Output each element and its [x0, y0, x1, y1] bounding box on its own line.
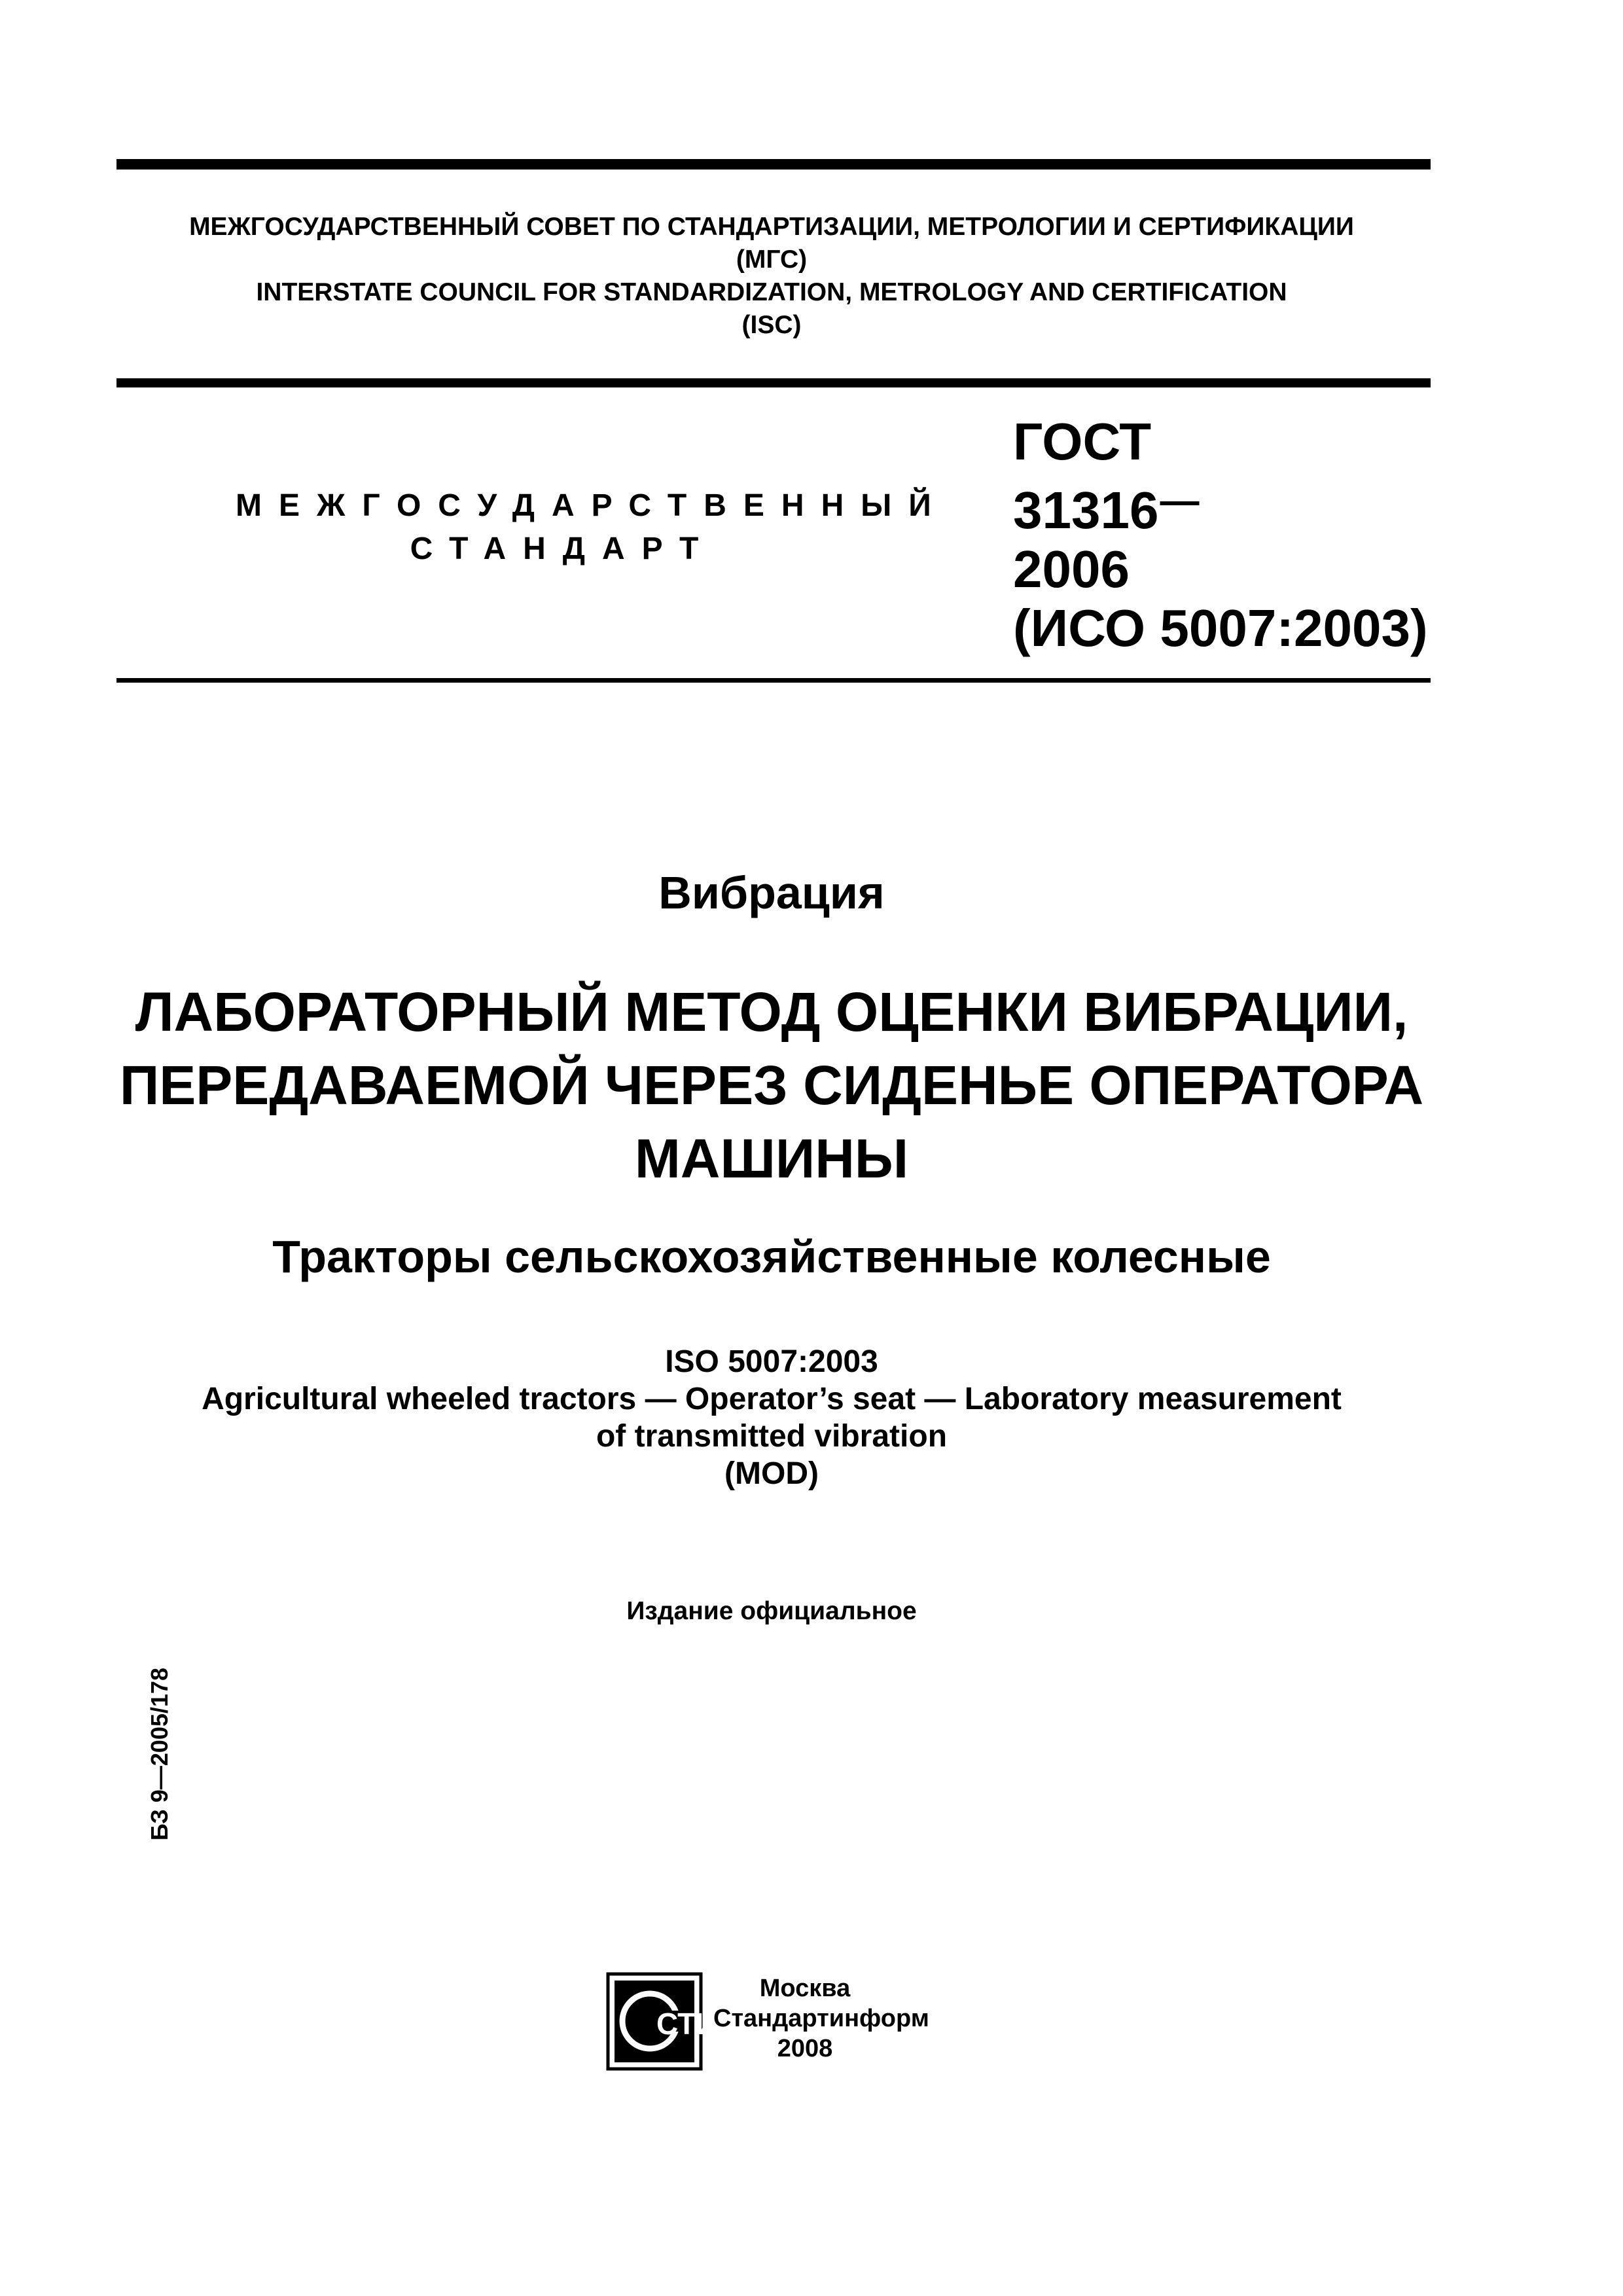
- gost-number: 31316: [1013, 481, 1159, 539]
- standard-type-line1: МЕЖГОСУДАРСТВЕННЫЙ: [236, 488, 948, 523]
- iso-modification: (MOD): [724, 1456, 819, 1491]
- council-abbr-ru: (МГС): [736, 245, 808, 274]
- iso-code: ISO 5007:2003: [665, 1344, 878, 1379]
- middle-rule: [116, 378, 1431, 387]
- council-abbr-en: (ISC): [741, 311, 802, 339]
- main-title: [0, 975, 1543, 1195]
- iso-title-line2: of transmitted vibration: [596, 1419, 948, 1454]
- gost-designation: [1013, 412, 1428, 658]
- publisher-name: Стандартинформ: [713, 2005, 929, 2032]
- main-title-line1: ЛАБОРАТОРНЫЙ МЕТОД ОЦЕНКИ ВИБРАЦИИ,: [135, 981, 1408, 1043]
- standard-type: [236, 484, 948, 571]
- logo-text: СТИ: [656, 2007, 718, 2041]
- iso-reference: [0, 1343, 1543, 1492]
- main-title-line2: ПЕРЕДАВАЕМОЙ ЧЕРЕЗ СИДЕНЬЕ ОПЕРАТОРА: [119, 1054, 1424, 1116]
- gost-dash: —: [1160, 478, 1200, 522]
- gost-year: 2006: [1013, 540, 1130, 598]
- council-header: [0, 211, 1543, 342]
- subtitle: Тракторы сельскохозяйственные колесные: [272, 1231, 1271, 1282]
- main-title-line3: МАШИНЫ: [634, 1128, 909, 1189]
- bottom-rule: [116, 678, 1431, 683]
- council-name-ru: МЕЖГОСУДАРСТВЕННЫЙ СОВЕТ ПО СТАНДАРТИЗАЦИИ, МЕТРОЛОГИИ И СЕРТИФИКАЦИИ: [189, 213, 1354, 241]
- side-code-text: БЗ 9—2005/178: [146, 1667, 173, 1841]
- standard-type-line2: СТАНДАРТ: [410, 531, 716, 566]
- standartinform-logo-icon: [605, 1971, 718, 2072]
- topic-heading: Вибрация: [658, 867, 885, 918]
- publisher-block: [713, 1973, 929, 2064]
- gost-iso-equivalent: (ИСО 5007:2003): [1013, 599, 1428, 657]
- publisher-city: Москва: [759, 1975, 851, 2002]
- gost-label: ГОСТ: [1013, 412, 1152, 471]
- gost-number-line: [1013, 471, 1428, 540]
- edition-note: Издание официальное: [626, 1597, 917, 1625]
- council-name-en: INTERSTATE COUNCIL FOR STANDARDIZATION, METROLOGY AND CERTIFICATION: [256, 278, 1287, 306]
- iso-title-line1: Agricultural wheeled tractors — Operator’s seat — Laboratory measurement: [202, 1382, 1342, 1416]
- publisher-year: 2008: [777, 2035, 833, 2062]
- top-rule: [116, 159, 1431, 170]
